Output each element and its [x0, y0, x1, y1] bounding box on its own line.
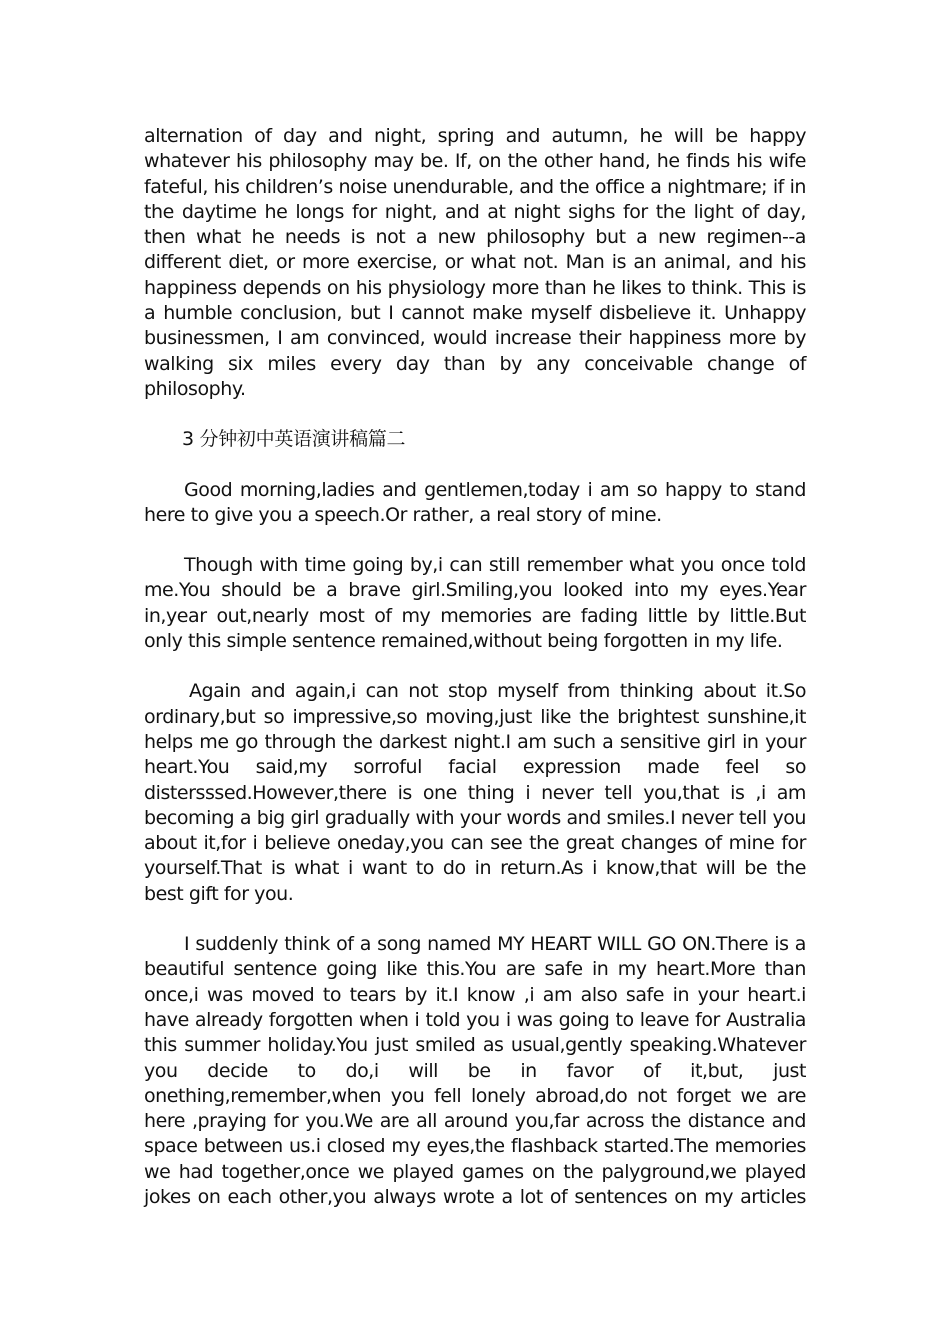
section-heading: 3 分钟初中英语演讲稿篇二 — [182, 428, 406, 451]
document-body — [144, 124, 806, 1210]
paragraph-song: I suddenly think of a song named MY HEART WILL GO ON.There is a beautiful sentence going like this.You are safe in my heart.More than once,i was moved to tears by it.I know ,i am also safe in your heart.i have already forgotten when i told you i was going to leave for Australia this summer holiday.You just smiled as usual,gently speaking.Whatever you decide to do,i will be in favor of it,but, just onething,remember,when you fell lonely abroad,do not forget we are here ,praying for you.We are all around you,far across the distance and space between us.i closed my eyes,the flashback started.The memories we had together,once we played games on the palyground,we played jokes on each other,you always wrote a lot of sentences on my articles — [144, 933, 806, 1208]
paragraph-memory: Though with time going by,i can still remember what you once told me.You should be a brave girl.Smiling,you looked into my eyes.Year in,year out,nearly most of my memories are fading little by little.But only this simple sentence remained,without being forgotten in my life. — [144, 554, 806, 653]
paragraph-philosophy-continuation: alternation of day and night, spring and autumn, he will be happy whatever his philosophy may be. If, on the other hand, he finds his wife fateful, his children’s noise unendurable, and the office a nightmare; if in the daytime he longs for night, and at night sighs for the light of day, then what he needs is not a new philosophy but a new regimen--a different diet, or more exercise, or what not. Man is an animal, and his happiness depends on his physiology more than he likes to think. This is a humble conclusion, but I cannot make myself disbelieve it. Unhappy businessmen, I am convinced, would increase their happiness more by walking six miles every day than by any conceivable change of philosophy. — [144, 125, 806, 400]
paragraph-greeting: Good morning,ladies and gentlemen,today i am so happy to stand here to give you a speech.Or rather, a real story of mine. — [144, 478, 806, 526]
paragraph-again-and-again: Again and again,i can not stop myself from thinking about it.So ordinary,but so impressive,so moving,just like the brightest sunshine,it helps me go through the darkest night.I am such a sensitive girl in your heart.You said,my sorroful facial expression made feel so distersssed.However,there is one thing i never tell you,that is ,i am becoming a big girl gradually with your words and smiles.I never tell you about it,for i believe oneday,you can see the great changes of mine for yourself.That is what i want to do in return.As i know,that will be the best gift for you. — [144, 680, 806, 905]
